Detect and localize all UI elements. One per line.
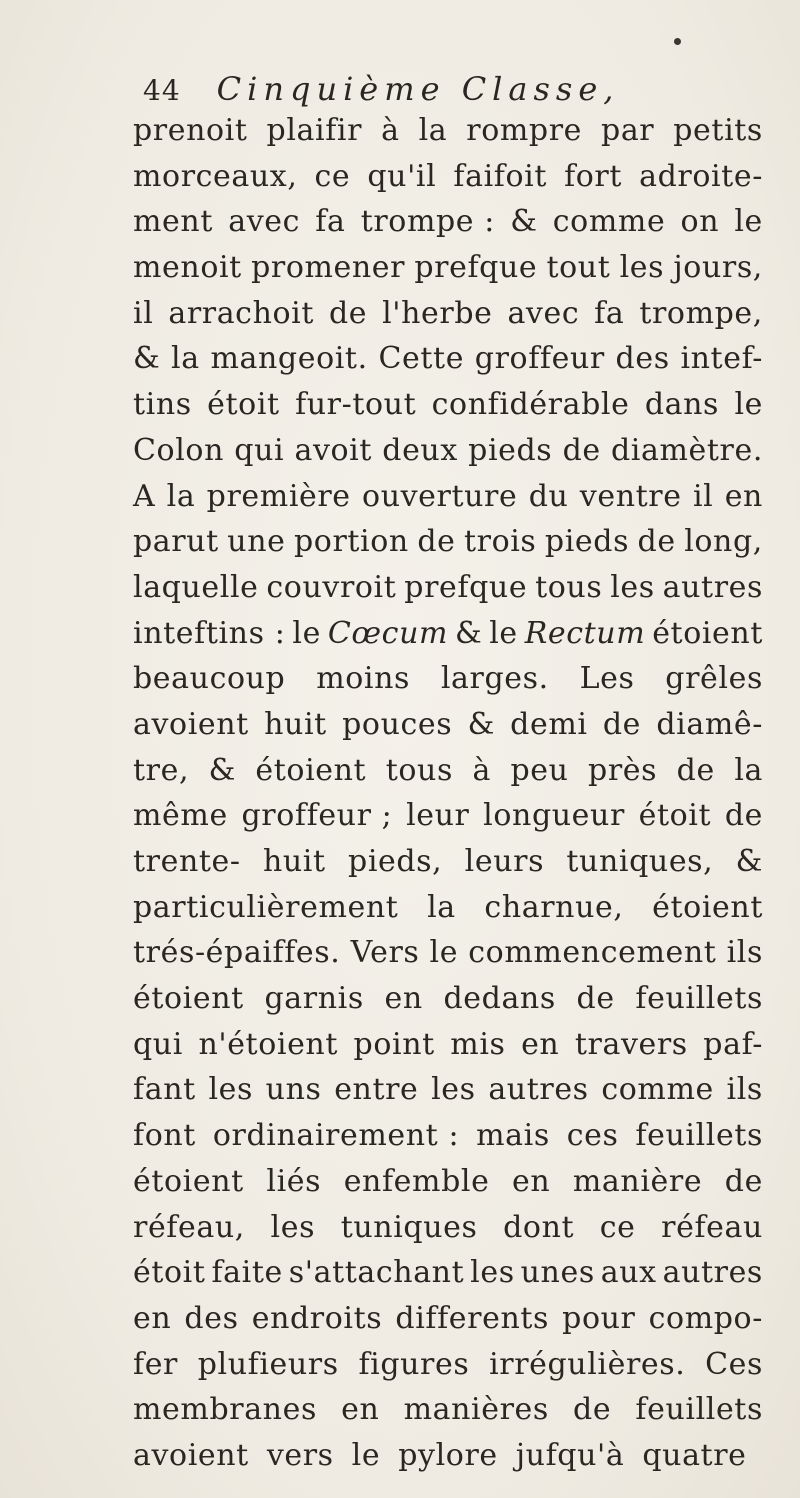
text-line (133, 1250, 763, 1296)
word: charnue, (484, 889, 624, 925)
text-line (133, 1022, 763, 1068)
text-line (133, 519, 763, 565)
text-line (133, 108, 763, 154)
text-line (133, 885, 763, 931)
word: manière (572, 1163, 703, 1199)
word: avec (507, 295, 580, 331)
word: uns (265, 1072, 322, 1108)
word: de (576, 981, 615, 1017)
ink-dot (674, 38, 681, 45)
word: petits (673, 113, 763, 148)
word: ouverture (362, 478, 518, 514)
word: ces (566, 1118, 619, 1154)
word: faite (211, 1255, 283, 1291)
word: tous (535, 569, 603, 605)
word: larges. (440, 661, 549, 697)
text-line (133, 839, 763, 885)
word: s'attachant (288, 1255, 465, 1291)
word: n'étoient (198, 1026, 339, 1062)
text-line (133, 748, 763, 794)
word: de (602, 706, 642, 742)
word: Colon (133, 432, 224, 468)
word: confidérable (431, 387, 630, 423)
word: membranes (133, 1392, 317, 1428)
word: la (734, 752, 763, 788)
word: plaifir (266, 113, 363, 148)
word: leur (406, 798, 470, 834)
word: pour (562, 1300, 636, 1336)
word: tre, (133, 752, 190, 788)
word: liés (266, 1163, 322, 1199)
word: ils (726, 1072, 763, 1108)
word: point (353, 1026, 435, 1062)
word: de (724, 1163, 763, 1199)
text-line (133, 1113, 763, 1159)
word: morceaux, (133, 158, 298, 194)
word: pieds (468, 432, 553, 468)
word: de (417, 524, 456, 560)
word: beaucoup (133, 661, 286, 697)
word: avec (228, 204, 301, 240)
word: leurs (464, 844, 545, 879)
word: prefque (404, 569, 528, 605)
word: il (692, 478, 714, 514)
word: adroite- (639, 158, 763, 194)
word: les (431, 1072, 476, 1108)
word: fa (315, 204, 346, 240)
word: manières (403, 1392, 549, 1428)
word: commencement (468, 935, 717, 971)
word: feuillets (635, 1118, 763, 1154)
word: fur-tout (295, 387, 417, 423)
word: de (637, 524, 676, 560)
word: qui (133, 1026, 183, 1062)
word: comme (601, 1072, 714, 1108)
word: huit (262, 844, 326, 879)
word: qui (234, 432, 285, 468)
text-line (133, 154, 763, 200)
word: tins (133, 387, 192, 423)
word: grêles (665, 661, 763, 697)
word: étoit (638, 798, 712, 834)
word: Cœcum (327, 615, 449, 651)
word: l'herbe (382, 295, 493, 331)
word: la (171, 341, 200, 377)
word: groffeur ; (241, 798, 393, 834)
word: par (601, 113, 655, 148)
word: Ces (705, 1346, 763, 1382)
word: & (133, 341, 161, 377)
word: laquelle (133, 569, 259, 605)
word: rompre (466, 113, 583, 148)
word: diamètre. (611, 432, 763, 468)
word: feuillets (635, 1392, 763, 1428)
word: comme (552, 204, 666, 240)
word: tuniques, (566, 844, 714, 879)
text-line (133, 1159, 763, 1205)
word: mis (450, 1026, 506, 1062)
word: avoit (294, 432, 372, 468)
word: plufieurs (197, 1346, 339, 1382)
word: étoit (133, 1255, 206, 1291)
word: réfeau, (133, 1209, 245, 1245)
word: Vers (350, 935, 420, 971)
text-line (133, 1433, 763, 1479)
word: irrégulières. (489, 1346, 686, 1382)
word: ordinairement : (212, 1118, 460, 1154)
word: de (676, 752, 715, 788)
word: feuillets (635, 981, 763, 1017)
word: prefque (414, 250, 538, 286)
word: entre (334, 1072, 419, 1108)
word: trompe : (360, 204, 495, 240)
word: pylore (398, 1437, 498, 1473)
word: ce (314, 158, 351, 194)
word: jours, (673, 250, 763, 286)
word: en (724, 478, 763, 514)
word: & (208, 752, 236, 788)
word: à (472, 752, 491, 788)
word: & (735, 844, 763, 879)
word: deux (382, 432, 458, 468)
word: ment (133, 204, 213, 240)
word: Rectum (524, 615, 646, 651)
word: fort (564, 158, 623, 194)
text-line (133, 793, 763, 839)
word: arrachoit (168, 295, 315, 331)
word: les (208, 1072, 253, 1108)
word: particulièrement (133, 889, 399, 925)
word: du (528, 478, 569, 514)
word: autres (662, 569, 763, 605)
word: demi (510, 706, 588, 742)
word: couvroit (266, 569, 397, 605)
text-line (133, 976, 763, 1022)
word: inteftins : (133, 615, 286, 651)
word: pouces (342, 706, 453, 742)
word: prenoit (133, 113, 248, 148)
word: de (562, 432, 601, 468)
word: des (184, 1300, 239, 1336)
word: fant (133, 1072, 196, 1108)
word: en (341, 1392, 380, 1428)
word: avoient (133, 706, 249, 742)
word: endroits (251, 1300, 383, 1336)
word: intef- (680, 341, 763, 377)
word: trois (463, 524, 537, 560)
text-line (133, 702, 763, 748)
word: faifoit (453, 158, 547, 194)
text-line (133, 1342, 763, 1388)
word: étoient (133, 1163, 244, 1199)
word: jufqu'à (515, 1437, 625, 1473)
word: en (133, 1300, 172, 1336)
word: le (292, 615, 321, 651)
word: fer (133, 1346, 178, 1382)
word: la (166, 478, 196, 514)
word: dans (644, 387, 720, 423)
word: menoit (133, 250, 242, 286)
word: ils (726, 935, 763, 971)
word: trompe, (639, 295, 763, 331)
word: Les (579, 661, 635, 697)
word: unes (520, 1255, 595, 1291)
word: les (270, 1209, 316, 1245)
word: une (227, 524, 286, 560)
word: & (454, 615, 483, 651)
word: des (615, 341, 670, 377)
word: le (489, 615, 518, 651)
text-line (133, 1067, 763, 1113)
word: garnis (264, 981, 364, 1017)
text-line (133, 474, 763, 520)
word: étoit (207, 387, 280, 423)
word: pieds, (348, 844, 443, 879)
word: autres (662, 1255, 763, 1291)
text-line (133, 1296, 763, 1342)
word: le (734, 204, 763, 240)
word: & (510, 204, 538, 240)
word: étoient (133, 981, 244, 1017)
word: font (133, 1118, 196, 1154)
word: moins (316, 661, 411, 697)
word: étoient (255, 752, 367, 788)
word: tuniques (340, 1209, 478, 1245)
word: fa (594, 295, 625, 331)
word: en (384, 981, 423, 1017)
word: parut (133, 524, 219, 560)
word: étoient (652, 615, 763, 651)
text-line (133, 1205, 763, 1251)
word: paf- (703, 1026, 763, 1062)
word: portion (293, 524, 409, 560)
word: le (734, 387, 763, 423)
word: mangeoit. (210, 341, 368, 377)
text-line (133, 382, 763, 428)
word: mais (476, 1118, 550, 1154)
word: enfemble (343, 1163, 490, 1199)
word: tout (546, 250, 611, 286)
word: le (429, 935, 459, 971)
page-number: 44 (143, 74, 181, 107)
word: pieds (544, 524, 630, 560)
running-head: Cinquième Classe, (216, 70, 620, 108)
word: le (351, 1437, 381, 1473)
word: autres (488, 1072, 589, 1108)
text-line (133, 199, 763, 245)
word: aux (600, 1255, 657, 1291)
text-line (133, 930, 763, 976)
word: Cette (378, 341, 465, 377)
word: dont (503, 1209, 575, 1245)
word: A (133, 478, 156, 514)
word: de (724, 798, 763, 834)
text-line (133, 291, 763, 337)
word: les (610, 569, 655, 605)
word: differents (395, 1300, 550, 1336)
word: qu'il (367, 158, 437, 194)
word: près (588, 752, 658, 788)
word: de (573, 1392, 612, 1428)
text-line (133, 428, 763, 474)
word: ventre (579, 478, 682, 514)
text-line (133, 245, 763, 291)
text-line (133, 611, 763, 657)
text-line (133, 565, 763, 611)
word: on (680, 204, 720, 240)
word: figures (358, 1346, 470, 1382)
word: compo- (648, 1300, 763, 1336)
text-line (133, 1387, 763, 1433)
word: long, (684, 524, 763, 560)
word: même (133, 798, 228, 834)
body-text (133, 108, 763, 1479)
word: trente- (133, 844, 241, 879)
word: vers (266, 1437, 334, 1473)
word: la (418, 113, 448, 148)
word: dedans (443, 981, 556, 1017)
word: longueur (483, 798, 625, 834)
word: tous (385, 752, 453, 788)
word: de (328, 295, 368, 331)
word: promener (251, 250, 406, 286)
word: première (206, 478, 351, 514)
word: les (619, 250, 665, 286)
word: réfeau (661, 1209, 763, 1245)
word: la (427, 889, 456, 925)
text-line (133, 336, 763, 382)
word: à (381, 113, 400, 148)
word: diamê- (656, 706, 763, 742)
word: travers (574, 1026, 688, 1062)
word: quatre (642, 1437, 747, 1473)
word: trés-épaiffes. (133, 935, 341, 971)
word: peu (510, 752, 569, 788)
text-line (133, 656, 763, 702)
word: en (512, 1163, 551, 1199)
word: étoient (652, 889, 763, 925)
word: ce (599, 1209, 636, 1245)
word: les (470, 1255, 515, 1291)
word: huit (264, 706, 327, 742)
word: en (521, 1026, 560, 1062)
word: il (133, 295, 154, 331)
word: & (467, 706, 495, 742)
word: avoient (133, 1437, 249, 1473)
word: groffeur (474, 341, 605, 377)
